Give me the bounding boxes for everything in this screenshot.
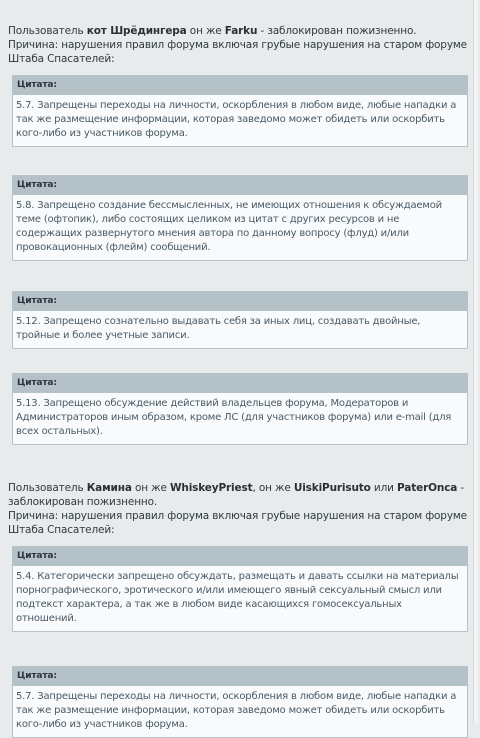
quote-block xyxy=(12,546,468,632)
quote-block xyxy=(12,175,468,261)
quote-block xyxy=(12,75,468,147)
quote-block xyxy=(12,666,468,738)
ban-reason: Причина: нарушения правил форума включая грубые нарушения на старом форуме Штаба Спасателей: xyxy=(8,510,467,536)
quote-block xyxy=(12,291,468,349)
ban-notice-1 xyxy=(8,24,473,445)
ban-conjunction: , он же xyxy=(252,482,294,494)
quote-label: Цитата: xyxy=(13,76,467,95)
quote-text: 5.12. Запрещено сознательно выдавать себя за иных лиц, создавать двойные, тройные и более учетные записи. xyxy=(16,316,421,341)
ban-line xyxy=(8,24,473,38)
ban-conjunction: или xyxy=(370,482,398,494)
quote-block xyxy=(12,373,468,445)
quote-label: Цитата: xyxy=(13,176,467,195)
username[interactable]: Farku xyxy=(224,25,258,37)
username[interactable]: WhiskeyPriest xyxy=(169,482,253,494)
ban-conjunction: он же xyxy=(131,482,170,494)
ban-conjunction: он же xyxy=(186,25,225,37)
quote-label: Цитата: xyxy=(13,667,467,686)
ban-prefix: Пользователь xyxy=(8,25,87,37)
ban-prefix: Пользователь xyxy=(8,482,87,494)
quote-text: 5.4. Категорически запрещено обсуждать, размещать и давать ссылки на материалы порнографического, эротического и/или имеющего явный сексуальный смысл или подтекст характера, а так же в любом виде касающихся гомосексуальных отношений. xyxy=(16,571,459,624)
scrollbar-track[interactable] xyxy=(473,0,478,724)
quote-label: Цитата: xyxy=(13,292,467,311)
username[interactable]: кот Шрёдингера xyxy=(86,25,187,37)
username[interactable]: Камина xyxy=(86,482,132,494)
username[interactable]: PaterOnca xyxy=(397,482,458,494)
ban-status: - заблокирован пожизненно. xyxy=(8,482,465,508)
quote-text: 5.8. Запрещено создание бессмысленных, не имеющих отношения к обсуждаемой теме (офтопик), либо состоящих целиком из цитат с других ресурсов и не содержащих развернутого мнения автора по данному вопросу (флуд) и/или провокационных (флейм) сообщений. xyxy=(16,200,442,253)
quote-text: 5.7. Запрещены переходы на личности, оскорбления в любом виде, любые нападки а так же размещение информации, которая заведомо может обидеть или оскорбить кого-либо из участников форума. xyxy=(16,691,457,730)
ban-status: - заблокирован пожизненно. xyxy=(257,25,417,37)
quote-text: 5.7. Запрещены переходы на личности, оскорбления в любом виде, любые нападки а так же размещение информации, которая заведомо может обидеть или оскорбить кого-либо из участников форума. xyxy=(16,100,457,139)
quote-text: 5.13. Запрещено обсуждение действий владельцев форума, Модераторов и Администраторов иным образом, кроме ЛС (для участников форума) или e-mail (для всех остальных). xyxy=(16,398,452,437)
ban-notice-2 xyxy=(8,481,473,738)
ban-line xyxy=(8,481,473,509)
quote-label: Цитата: xyxy=(13,547,467,566)
ban-reason: Причина: нарушения правил форума включая грубые нарушения на старом форуме Штаба Спасателей: xyxy=(8,39,467,65)
quote-label: Цитата: xyxy=(13,374,467,393)
username[interactable]: UiskiPurisuto xyxy=(293,482,371,494)
